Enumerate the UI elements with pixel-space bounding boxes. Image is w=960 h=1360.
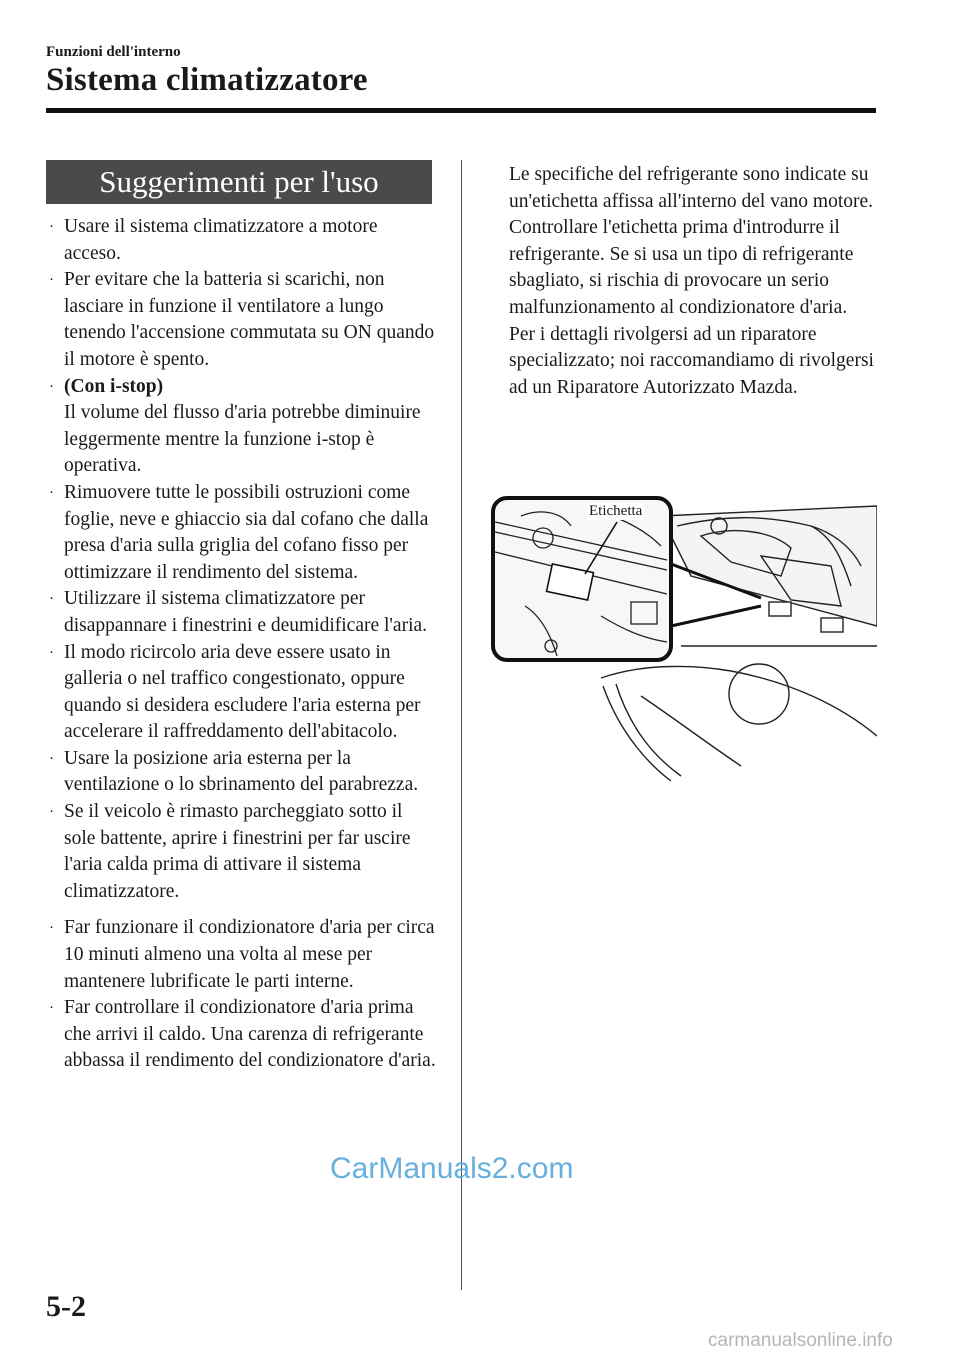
header-divider <box>46 108 876 113</box>
bullet-icon: · <box>49 1000 54 1017</box>
section-label: Funzioni dell'interno <box>46 44 181 60</box>
bullet-icon: · <box>49 219 54 235</box>
tip-text: Usare il sistema climatizzatore a motore acceso. <box>64 216 378 264</box>
engine-bay-drawing <box>491 496 877 786</box>
column-divider <box>461 160 462 1290</box>
tip-subhead: (Con i-stop) <box>64 375 164 397</box>
footer-watermark: carmanualsonline.info <box>708 1330 893 1351</box>
page-number: 5-2 <box>46 1290 86 1323</box>
tips-banner: Suggerimenti per l'uso <box>46 160 432 204</box>
bullet-icon: · <box>49 272 54 289</box>
bullet-icon: · <box>49 920 54 937</box>
tip-text: Il modo ricircolo aria deve essere usato in galleria o nel traffico congestionato, oppure quando si desidera escludere l'aria esterna per accelerare il raffreddamento dell'abitacolo. <box>64 641 421 743</box>
list-item <box>46 214 438 267</box>
tip-text: Per evitare che la batteria si scarichi, non lasciare in funzione il ventilatore a lungo tenendo l'accensione commutata su ON quando il motore è spento. <box>64 269 435 370</box>
service-paragraph: Per i dettagli rivolgersi ad un riparatore specializzato; noi raccomandiamo di rivolgersi ad un Riparatore Autorizzato Mazda. <box>509 323 874 398</box>
etichetta-callout: Etichetta <box>589 503 643 519</box>
watermark: CarManuals2.com <box>330 1152 574 1185</box>
tip-text: Se il veicolo è rimasto parcheggiato sotto il sole battente, aprire i finestrini per far uscire l'aria calda prima di attivare il sistema climatizzatore. <box>64 801 411 902</box>
list-item <box>46 746 438 799</box>
tip-text: Usare la posizione aria esterna per la ventilazione o lo sbrinamento del parabrezza. <box>64 747 419 796</box>
list-item <box>46 374 438 480</box>
chapter-title: Sistema climatizzatore <box>46 62 368 98</box>
bullet-icon: · <box>49 591 54 608</box>
bullet-icon: · <box>49 750 54 767</box>
bullet-icon: · <box>49 644 54 661</box>
list-item <box>46 586 438 639</box>
list-item <box>46 267 438 373</box>
refrigerant-paragraph: Le specifiche del refrigerante sono indicate su un'etichetta affissa all'interno del vano motore. Controllare l'etichetta prima d'introdurre il refrigerante. Se si usa un tipo di refrigerante sbagliato, si rischia di provocare un serio malfunzionamento al condizionatore d'aria. <box>509 164 874 318</box>
inset-detail <box>493 498 671 660</box>
refrigerant-info <box>509 162 879 401</box>
tips-list <box>46 214 438 1075</box>
list-item <box>46 799 438 905</box>
list-item <box>46 480 438 586</box>
bullet-icon: · <box>49 378 54 395</box>
bullet-icon: · <box>49 804 54 821</box>
list-item <box>46 915 438 995</box>
bullet-icon: · <box>49 484 54 501</box>
tip-text: Far controllare il condizionatore d'aria prima che arrivi il caldo. Una carenza di refrigerante abbassa il rendimento del condizionatore d'aria. <box>64 997 436 1072</box>
list-item <box>46 995 438 1075</box>
leader-line <box>671 606 761 626</box>
tip-text: Far funzionare il condizionatore d'aria per circa 10 minuti almeno una volta al mese per mantenere lubrificate le parti interne. <box>64 917 435 992</box>
tip-text: Il volume del flusso d'aria potrebbe diminuire leggermente mentre la funzione i-stop è operativa. <box>64 402 421 477</box>
engine-bay-illustration <box>491 496 877 786</box>
list-item <box>46 640 438 746</box>
tip-text: Utilizzare il sistema climatizzatore per disappannare i finestrini e deumidificare l'aria. <box>64 588 428 636</box>
tip-text: Rimuovere tutte le possibili ostruzioni come foglie, neve e ghiaccio sia dal cofano che dalla presa d'aria sulla griglia del cofano fisso per ottimizzare il rendimento del sistema. <box>64 481 429 583</box>
